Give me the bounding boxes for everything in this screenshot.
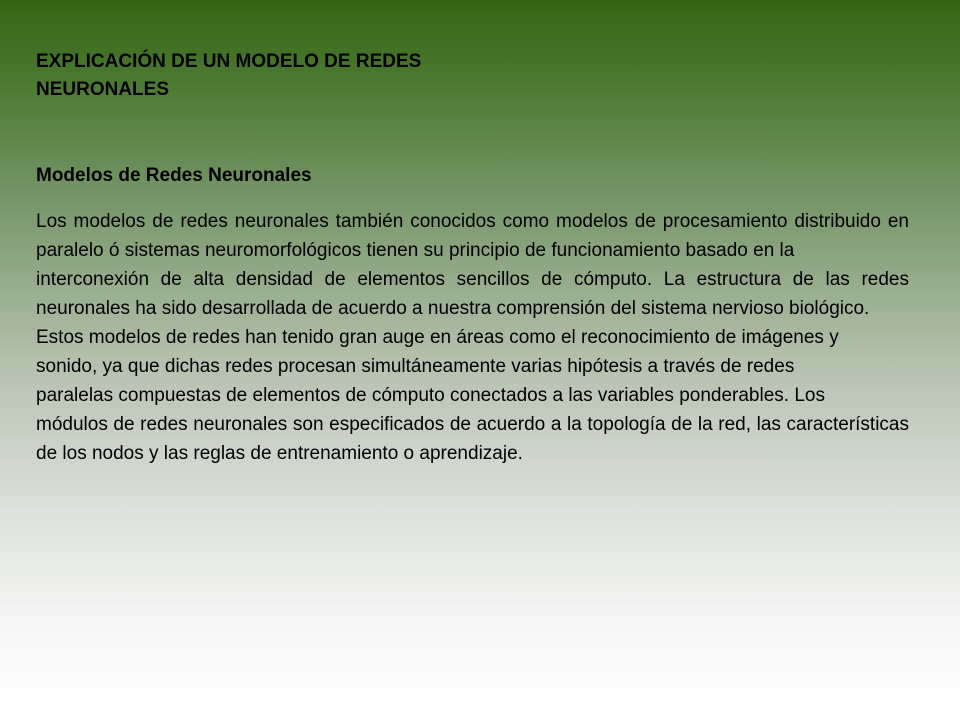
- paragraph-2: interconexión de alta densidad de elementos sencillos de cómputo. La estructura de las redes neuronales ha sido desarrollada de acuerdo a nuestra comprensión del sistema nervioso biológico.: [36, 269, 909, 319]
- paragraph-5: paralelas compuestas de elementos de cómputo conectados a las variables ponderables. Los: [36, 385, 825, 406]
- slide-title: [36, 48, 909, 104]
- paragraph-4: sonido, ya que dichas redes procesan simultáneamente varias hipótesis a través de redes: [36, 356, 795, 377]
- paragraph-3: Estos modelos de redes han tenido gran auge en áreas como el reconocimiento de imágenes y: [36, 327, 839, 348]
- body-text: [36, 207, 909, 468]
- slide-title-line-1: EXPLICACIÓN DE UN MODELO DE REDES: [36, 51, 422, 72]
- paragraph-6: módulos de redes neuronales son especificados de acuerdo a la topología de la red, las características de los nodos y las reglas de entrenamiento o aprendizaje.: [36, 414, 909, 464]
- section-heading: Modelos de Redes Neuronales: [36, 165, 312, 186]
- paragraph-1: Los modelos de redes neuronales también conocidos como modelos de procesamiento distribuido en paralelo ó sistemas neuromorfológicos tienen su principio de funcionamiento basado en la: [36, 211, 909, 261]
- slide-title-line-2: NEURONALES: [36, 79, 170, 100]
- slide-content: [36, 48, 909, 468]
